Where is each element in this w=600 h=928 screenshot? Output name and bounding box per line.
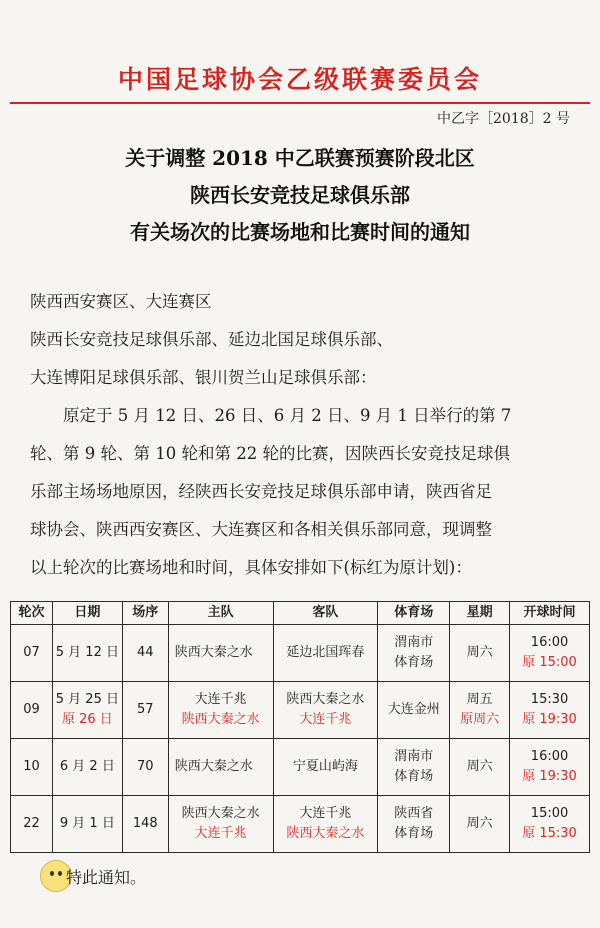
round-cell: 10 — [11, 739, 53, 796]
kickoff-time: 16:00 — [530, 635, 569, 650]
recipient-line: 陕西西安赛区、大连赛区 — [30, 292, 212, 311]
table-header-row — [11, 602, 590, 625]
day-cell: 周六 — [450, 796, 510, 853]
col-header-venue: 体育场 — [378, 602, 450, 625]
paragraph-line: 乐部主场场地原因，经陕西长安竞技足球俱乐部申请，陕西省足 — [30, 482, 492, 501]
document-number: 中乙字［2018］2 号 — [437, 111, 570, 127]
notice-title — [0, 140, 600, 251]
home-cell: 陕西大秦之水 — [168, 625, 273, 682]
venue-cell — [378, 625, 450, 682]
header-divider — [10, 102, 590, 104]
original-kickoff-time: 原 19:30 — [522, 769, 577, 784]
date-cell: 6 月 2 日 — [52, 739, 122, 796]
recipient-line: 陕西长安竞技足球俱乐部、延边北国足球俱乐部、 — [30, 330, 393, 349]
day-value: 周五 — [466, 692, 493, 707]
original-away-team: 陕西大秦之水 — [286, 826, 365, 841]
venue-cell: 大连金州 — [378, 682, 450, 739]
match-cell: 44 — [122, 625, 168, 682]
venue-cell — [378, 739, 450, 796]
away-team: 大连千兆 — [299, 806, 352, 821]
home-team: 大连千兆 — [194, 692, 247, 707]
kickoff-cell — [510, 796, 590, 853]
home-cell — [168, 682, 273, 739]
col-header-away: 客队 — [273, 602, 378, 625]
date-cell — [52, 682, 122, 739]
original-day: 原周六 — [460, 712, 500, 727]
schedule-table — [10, 601, 590, 853]
home-cell — [168, 796, 273, 853]
venue-line: 陕西省 — [394, 806, 434, 821]
match-cell: 148 — [122, 796, 168, 853]
title-line: 有关场次的比赛场地和比赛时间的通知 — [130, 220, 470, 244]
paragraph-line: 以上轮次的比赛场地和时间，具体安排如下(标红为原计划)： — [30, 558, 472, 577]
home-cell: 陕西大秦之水 — [168, 739, 273, 796]
kickoff-time: 15:30 — [530, 692, 569, 707]
match-cell: 70 — [122, 739, 168, 796]
away-cell — [273, 682, 378, 739]
round-cell: 09 — [11, 682, 53, 739]
round-cell: 22 — [11, 796, 53, 853]
table-row — [11, 625, 590, 682]
col-header-home: 主队 — [168, 602, 273, 625]
original-kickoff-time: 原 15:00 — [522, 655, 577, 670]
day-cell: 周六 — [450, 739, 510, 796]
venue-line: 体育场 — [394, 655, 434, 670]
venue-line: 渭南市 — [394, 635, 434, 650]
original-kickoff-time: 原 15:30 — [522, 826, 577, 841]
home-team: 陕西大秦之水 — [181, 806, 260, 821]
day-cell: 周六 — [450, 625, 510, 682]
col-header-match: 场序 — [122, 602, 168, 625]
col-header-day: 星期 — [450, 602, 510, 625]
col-header-kickoff: 开球时间 — [510, 602, 590, 625]
kickoff-cell — [510, 682, 590, 739]
day-cell — [450, 682, 510, 739]
kickoff-cell — [510, 625, 590, 682]
paragraph-line: 球协会、陕西西安赛区、大连赛区和各相关俱乐部同意，现调整 — [30, 520, 492, 539]
date-cell: 5 月 12 日 — [52, 625, 122, 682]
col-header-date: 日期 — [52, 602, 122, 625]
original-date: 原 26 日 — [61, 712, 113, 727]
date-cell: 9 月 1 日 — [52, 796, 122, 853]
venue-line: 体育场 — [394, 826, 434, 841]
original-home-team: 陕西大秦之水 — [181, 712, 260, 727]
kickoff-cell — [510, 739, 590, 796]
mascot-eye — [50, 871, 54, 876]
original-kickoff-time: 原 19:30 — [522, 712, 577, 727]
venue-line: 体育场 — [394, 769, 434, 784]
away-team: 陕西大秦之水 — [286, 692, 365, 707]
notice-body — [30, 283, 585, 587]
kickoff-time: 15:00 — [530, 806, 569, 821]
round-cell: 07 — [11, 625, 53, 682]
mascot-eye — [58, 871, 62, 876]
original-away-team: 大连千兆 — [299, 712, 352, 727]
original-home-team: 大连千兆 — [194, 826, 247, 841]
venue-cell — [378, 796, 450, 853]
away-cell: 延边北国珲春 — [273, 625, 378, 682]
away-cell — [273, 796, 378, 853]
table-row — [11, 739, 590, 796]
away-cell: 宁夏山屿海 — [273, 739, 378, 796]
match-cell: 57 — [122, 682, 168, 739]
col-header-round: 轮次 — [11, 602, 53, 625]
paragraph-line: 原定于 5 月 12 日、26 日、6 月 2 日、9 月 1 日举行的第 7 — [63, 406, 512, 425]
table-row — [11, 796, 590, 853]
venue-line: 渭南市 — [394, 749, 434, 764]
title-line: 陕西长安竞技足球俱乐部 — [190, 183, 410, 207]
closing-line: 特此通知。 — [66, 868, 147, 887]
date-value: 5 月 25 日 — [55, 692, 119, 707]
table-row — [11, 682, 590, 739]
title-line: 关于调整 2018 中乙联赛预赛阶段北区 — [125, 146, 475, 170]
kickoff-time: 16:00 — [530, 749, 569, 764]
paragraph-line: 轮、第 9 轮、第 10 轮和第 22 轮的比赛，因陕西长安竞技足球俱 — [30, 444, 510, 463]
recipient-line: 大连博阳足球俱乐部、银川贺兰山足球俱乐部： — [30, 368, 377, 387]
committee-header: 中国足球协会乙级联赛委员会 — [117, 65, 482, 94]
